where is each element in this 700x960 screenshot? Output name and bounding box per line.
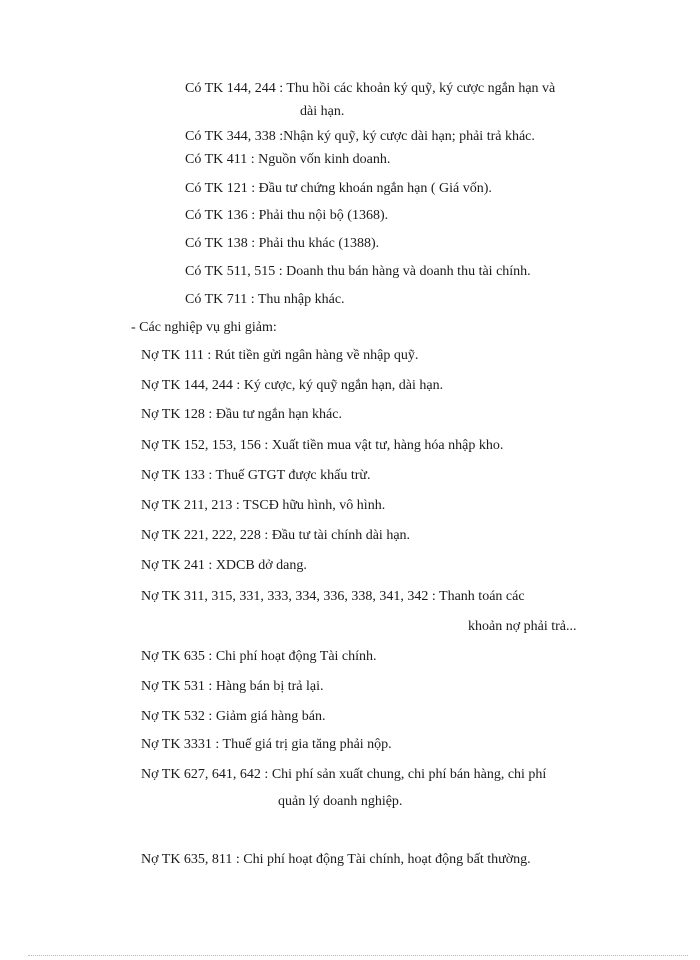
debit-entry-133: Nợ TK 133 : Thuế GTGT được khấu trừ. (141, 468, 371, 483)
credit-entry-711: Có TK 711 : Thu nhập khác. (185, 292, 345, 307)
credit-entry-138: Có TK 138 : Phải thu khác (1388). (185, 236, 380, 251)
debit-entry-111: Nợ TK 111 : Rút tiền gửi ngân hàng về nhập quỹ. (141, 348, 419, 363)
debit-entry-221-222-228: Nợ TK 221, 222, 228 : Đầu tư tài chính dài hạn. (141, 528, 411, 543)
credit-entry-136: Có TK 136 : Phải thu nội bộ (1368). (185, 208, 389, 223)
credit-entry-144-244-continuation: dài hạn. (300, 104, 345, 119)
credit-entry-344-338: Có TK 344, 338 :Nhận ký quỹ, ký cược dài hạn; phải trả khác. (185, 129, 535, 144)
debit-entry-635: Nợ TK 635 : Chi phí hoạt động Tài chính. (141, 649, 377, 664)
debit-entry-128: Nợ TK 128 : Đầu tư ngắn hạn khác. (141, 407, 342, 422)
debit-entry-531: Nợ TK 531 : Hàng bán bị trả lại. (141, 679, 324, 694)
credit-entry-411: Có TK 411 : Nguồn vốn kinh doanh. (185, 152, 391, 167)
debit-entry-532: Nợ TK 532 : Giảm giá hàng bán. (141, 709, 326, 724)
debit-entry-payables-continuation: khoản nợ phải trả... (468, 619, 577, 634)
debit-entry-payables: Nợ TK 311, 315, 331, 333, 334, 336, 338, 341, 342 : Thanh toán các (141, 589, 525, 604)
debit-entry-152-153-156: Nợ TK 152, 153, 156 : Xuất tiền mua vật tư, hàng hóa nhập kho. (141, 438, 504, 453)
debit-entry-627-641-642: Nợ TK 627, 641, 642 : Chi phí sản xuất chung, chi phí bán hàng, chi phí (141, 767, 547, 782)
debit-entry-211-213: Nợ TK 211, 213 : TSCĐ hữu hình, vô hình. (141, 498, 386, 513)
debit-entry-241: Nợ TK 241 : XDCB dở dang. (141, 558, 307, 573)
debit-entry-627-641-642-continuation: quản lý doanh nghiệp. (278, 794, 403, 809)
page-bottom-divider (28, 955, 688, 956)
credit-entry-144-244: Có TK 144, 244 : Thu hồi các khoản ký quỹ, ký cược ngắn hạn và (185, 81, 556, 96)
debit-entry-144-244: Nợ TK 144, 244 : Ký cược, ký quỹ ngắn hạn, dài hạn. (141, 378, 444, 393)
debit-entry-3331: Nợ TK 3331 : Thuế giá trị gia tăng phải nộp. (141, 737, 392, 752)
credit-entry-121: Có TK 121 : Đầu tư chứng khoán ngắn hạn ( Giá vốn). (185, 181, 492, 196)
decrease-heading: - Các nghiệp vụ ghi giảm: (131, 320, 277, 335)
debit-entry-635-811: Nợ TK 635, 811 : Chi phí hoạt động Tài chính, hoạt động bất thường. (141, 852, 531, 867)
credit-entry-511-515: Có TK 511, 515 : Doanh thu bán hàng và doanh thu tài chính. (185, 264, 531, 279)
